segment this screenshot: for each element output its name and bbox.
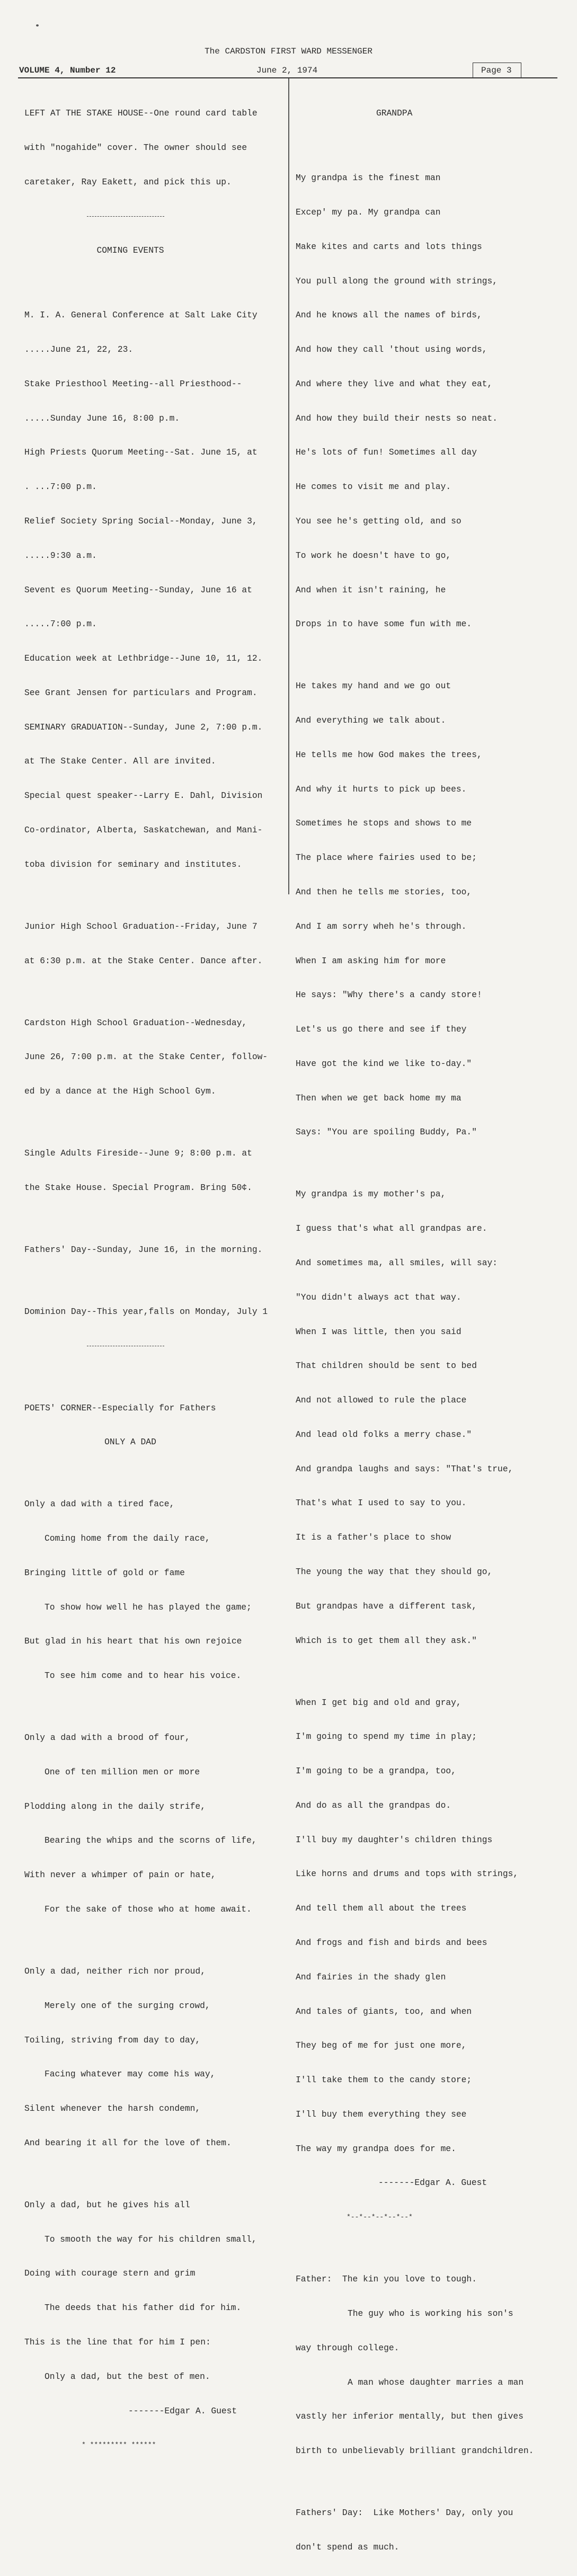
poem-line: The place where fairies used to be; xyxy=(296,852,477,863)
column-divider xyxy=(288,78,289,894)
quip-line: way through college. xyxy=(296,2342,400,2353)
poem-line: And then he tells me stories, too, xyxy=(296,886,472,897)
poem-line: Toiling, striving from day to day, xyxy=(24,2035,201,2045)
poem-line: Bringing little of gold or fame xyxy=(24,1567,185,1578)
quip-line: don't spend as much. xyxy=(296,2542,400,2552)
poem-line: Silent whenever the harsh condemn, xyxy=(24,2103,201,2114)
poem-line: I'm going to spend my time in play; xyxy=(296,1731,477,1742)
poem-line: When I was little, then you said xyxy=(296,1326,461,1337)
poem-line: Make kites and carts and lots things xyxy=(296,241,482,252)
poem-line: When I get big and old and gray, xyxy=(296,1697,461,1708)
quip-line: vastly her inferior mentally, but then gives xyxy=(296,2411,523,2422)
poem-line: And grandpa laughs and says: "That's true, xyxy=(296,1463,513,1474)
poem-line: And fairies in the shady glen xyxy=(296,1971,446,1982)
poem-line: The way my grandpa does for me. xyxy=(296,2143,456,2154)
poem-line: And I am sorry wheh he's through. xyxy=(296,921,467,931)
event-line: Stake Priesthool Meeting--all Priesthood-- xyxy=(24,378,242,389)
event-line: .....7:00 p.m. xyxy=(24,619,97,629)
event-line: Fathers' Day--Sunday, June 16, in the morning. xyxy=(24,1244,263,1255)
poem-line: And do as all the grandpas do. xyxy=(296,1800,451,1810)
poem-line: Merely one of the surging crowd, xyxy=(45,2000,210,2011)
poem-line: To show how well he has played the game; xyxy=(45,1602,252,1612)
event-line: High Priests Quorum Meeting--Sat. June 15, at xyxy=(24,447,258,458)
poem-line: And sometimes ma, all smiles, will say: xyxy=(296,1257,498,1268)
event-line: See Grant Jensen for particulars and Program. xyxy=(24,687,258,698)
section-heading: COMING EVENTS xyxy=(96,245,164,256)
poem-line: And when it isn't raining, he xyxy=(296,584,446,595)
poem-line: But glad in his heart that his own rejoice xyxy=(24,1636,242,1647)
event-line: Single Adults Fireside--June 9; 8:00 p.m. at xyxy=(24,1148,252,1159)
poem-line: Have got the kind we like to-day." xyxy=(296,1058,472,1069)
section-divider xyxy=(24,211,284,223)
poem-line: You see he's getting old, and so xyxy=(296,516,461,526)
poem-title: ONLY A DAD xyxy=(104,1437,156,1447)
quip-line: The guy who is working his son's xyxy=(348,2308,513,2319)
poem-line: Like horns and drums and tops with strings, xyxy=(296,1869,519,1879)
poem-line: Only a dad with a tired face, xyxy=(24,1499,175,1509)
text-line: caretaker, Ray Eakett, and pick this up. xyxy=(24,176,232,187)
event-line: .....Sunday June 16, 8:00 p.m. xyxy=(24,413,180,423)
right-column xyxy=(296,85,561,2576)
poem-line: And everything we talk about. xyxy=(296,715,446,726)
poem-line: Facing whatever may come his way, xyxy=(45,2069,216,2080)
poem-line: They beg of me for just one more, xyxy=(296,2040,467,2051)
poem-line: When I am asking him for more xyxy=(296,955,446,966)
event-line: .....June 21, 22, 23. xyxy=(24,344,134,355)
poem-line: Coming home from the daily race, xyxy=(45,1533,210,1544)
event-line: Junior High School Graduation--Friday, June 7 xyxy=(24,921,258,931)
poem-line: And how they build their nests so neat. xyxy=(296,413,498,423)
poem-line: Let's us go there and see if they xyxy=(296,1024,467,1035)
poem-line: This is the line that for him I pen: xyxy=(24,2337,211,2347)
quip-line: birth to unbelievably brilliant grandchildren. xyxy=(296,2446,534,2456)
poem-line: He's lots of fun! Sometimes all day xyxy=(296,447,477,458)
poem-line: You pull along the ground with strings, xyxy=(296,276,498,286)
poem-line: And lead old folks a merry chase." xyxy=(296,1429,472,1440)
event-line: June 26, 7:00 p.m. at the Stake Center, follow- xyxy=(24,1052,268,1062)
poem-line: Says: "You are spoiling Buddy, Pa." xyxy=(296,1127,477,1138)
poem-line: Only a dad, but the best of men. xyxy=(45,2371,210,2382)
quip-line: A man whose daughter marries a man xyxy=(348,2377,524,2387)
poem-line: And tales of giants, too, and when xyxy=(296,2006,472,2017)
poem-line: But grandpas have a different task, xyxy=(296,1601,477,1611)
volume-number: VOLUME 4, Number 12 xyxy=(19,66,116,75)
event-line: toba division for seminary and institutes. xyxy=(24,859,242,869)
poem-line: Plodding along in the daily strife, xyxy=(24,1801,206,1811)
poem-line: And not allowed to rule the place xyxy=(296,1395,467,1406)
poem-line: Doing with courage stern and grim xyxy=(24,2268,196,2279)
poem-line: He comes to visit me and play. xyxy=(296,482,451,492)
left-column xyxy=(24,85,284,2474)
poem-line: Only a dad, but he gives his all xyxy=(24,2199,190,2210)
poem-line: I'll take them to the candy store; xyxy=(296,2075,472,2085)
poem-title: GRANDPA xyxy=(376,108,413,119)
poem-line: Sometimes he stops and shows to me xyxy=(296,818,472,829)
event-line: Dominion Day--This year,falls on Monday, July 1 xyxy=(24,1306,268,1317)
poem-line: "You didn't always act that way. xyxy=(296,1292,461,1302)
poem-line: To work he doesn't have to go, xyxy=(296,550,451,561)
event-line: Special quest speaker--Larry E. Dahl, Division xyxy=(24,790,263,801)
poem-line: For the sake of those who at home await. xyxy=(45,1904,252,1915)
event-line: at 6:30 p.m. at the Stake Center. Dance after. xyxy=(24,955,263,966)
poem-line: I'll buy them everything they see xyxy=(296,2109,467,2119)
header-rule xyxy=(18,77,557,78)
poem-line: I'll buy my daughter's children things xyxy=(296,1834,493,1845)
event-line: ed by a dance at the High School Gym. xyxy=(24,1086,216,1097)
quip-line: Father: The kin you love to tough. xyxy=(296,2274,477,2285)
poem-line: To smooth the way for his children small, xyxy=(45,2234,257,2244)
event-line: SEMINARY GRADUATION--Sunday, June 2, 7:00 p.m. xyxy=(24,722,263,732)
poem-line: With never a whimper of pain or hate, xyxy=(24,1870,216,1880)
poem-line: My grandpa is my mother's pa, xyxy=(296,1189,446,1200)
poets-corner-heading: POETS' CORNER--Especially for Fathers xyxy=(24,1402,216,1413)
poem-line: Only a dad, neither rich nor proud, xyxy=(24,1966,206,1976)
poem-line: Only a dad with a brood of four, xyxy=(24,1733,190,1743)
poem-line: That children should be sent to bed xyxy=(296,1361,477,1371)
poem-line: The deeds that his father did for him. xyxy=(45,2303,242,2313)
poem-line: I'm going to be a grandpa, too, xyxy=(296,1766,456,1776)
text-line: with "nogahide" cover. The owner should see xyxy=(24,142,247,153)
event-line: . ...7:00 p.m. xyxy=(24,482,97,492)
poem-line: And tell them all about the trees xyxy=(296,1903,467,1914)
event-line: Sevent es Quorum Meeting--Sunday, June 16 at xyxy=(24,584,252,595)
poem-line: He tells me how God makes the trees, xyxy=(296,749,482,760)
page-number: Page 3 xyxy=(481,66,512,75)
poem-line: And where they live and what they eat, xyxy=(296,378,493,389)
poem-line: Excep' my pa. My grandpa can xyxy=(296,207,441,217)
poem-author: -------Edgar A. Guest xyxy=(128,2405,237,2416)
poem-line: And how they call 'thout using words, xyxy=(296,344,487,355)
poem-line: It is a father's place to show xyxy=(296,1532,451,1543)
event-line: the Stake House. Special Program. Bring 50¢. xyxy=(24,1182,252,1193)
poem-line: He says: "Why there's a candy store! xyxy=(296,990,482,1000)
poem-line: My grandpa is the finest man xyxy=(296,173,441,183)
quip-line: Fathers' Day: Like Mothers' Day, only you xyxy=(296,2508,513,2518)
event-line: Education week at Lethbridge--June 10, 11, 12. xyxy=(24,653,263,664)
event-line: Relief Society Spring Social--Monday, June 3, xyxy=(24,516,258,526)
poem-line: The young the way that they should go, xyxy=(296,1567,493,1577)
section-divider xyxy=(24,1340,284,1352)
poem-line: Then when we get back home my ma xyxy=(296,1092,461,1103)
event-line: .....9:30 a.m. xyxy=(24,550,97,561)
issue-date: June 2, 1974 xyxy=(256,66,318,75)
event-line: M. I. A. General Conference at Salt Lake City xyxy=(24,310,258,321)
poem-line: One of ten million men or more xyxy=(45,1766,200,1777)
poem-line: Which is to get them all they ask." xyxy=(296,1635,477,1646)
poem-line: Bearing the whips and the scorns of life, xyxy=(45,1835,257,1846)
event-line: Cardston High School Graduation--Wednesday, xyxy=(24,1017,247,1028)
paper-speck xyxy=(36,24,39,26)
poem-author: -------Edgar A. Guest xyxy=(378,2178,487,2188)
event-line: at The Stake Center. All are invited. xyxy=(24,756,216,767)
poem-line: And he knows all the names of birds, xyxy=(296,310,482,321)
poem-line: Drops in to have some fun with me. xyxy=(296,619,472,629)
stars-divider: *--*--*--*--*--* xyxy=(347,2213,413,2222)
poem-line: And bearing it all for the love of them. xyxy=(24,2137,232,2148)
poem-line: I guess that's what all grandpas are. xyxy=(296,1223,487,1234)
masthead-title: The CARDSTON FIRST WARD MESSENGER xyxy=(205,47,372,56)
poem-line: And frogs and fish and birds and bees xyxy=(296,1938,487,1948)
text-line: LEFT AT THE STAKE HOUSE--One round card table xyxy=(24,108,258,119)
poem-line: And why it hurts to pick up bees. xyxy=(296,784,467,794)
poem-line: He takes my hand and we go out xyxy=(296,681,451,691)
poem-end-ornament: * ********* ****** xyxy=(82,2441,156,2449)
event-line: Co-ordinator, Alberta, Saskatchewan, and Mani- xyxy=(24,825,263,835)
poem-line: That's what I used to say to you. xyxy=(296,1498,467,1508)
poem-line: To see him come and to hear his voice. xyxy=(45,1671,242,1681)
